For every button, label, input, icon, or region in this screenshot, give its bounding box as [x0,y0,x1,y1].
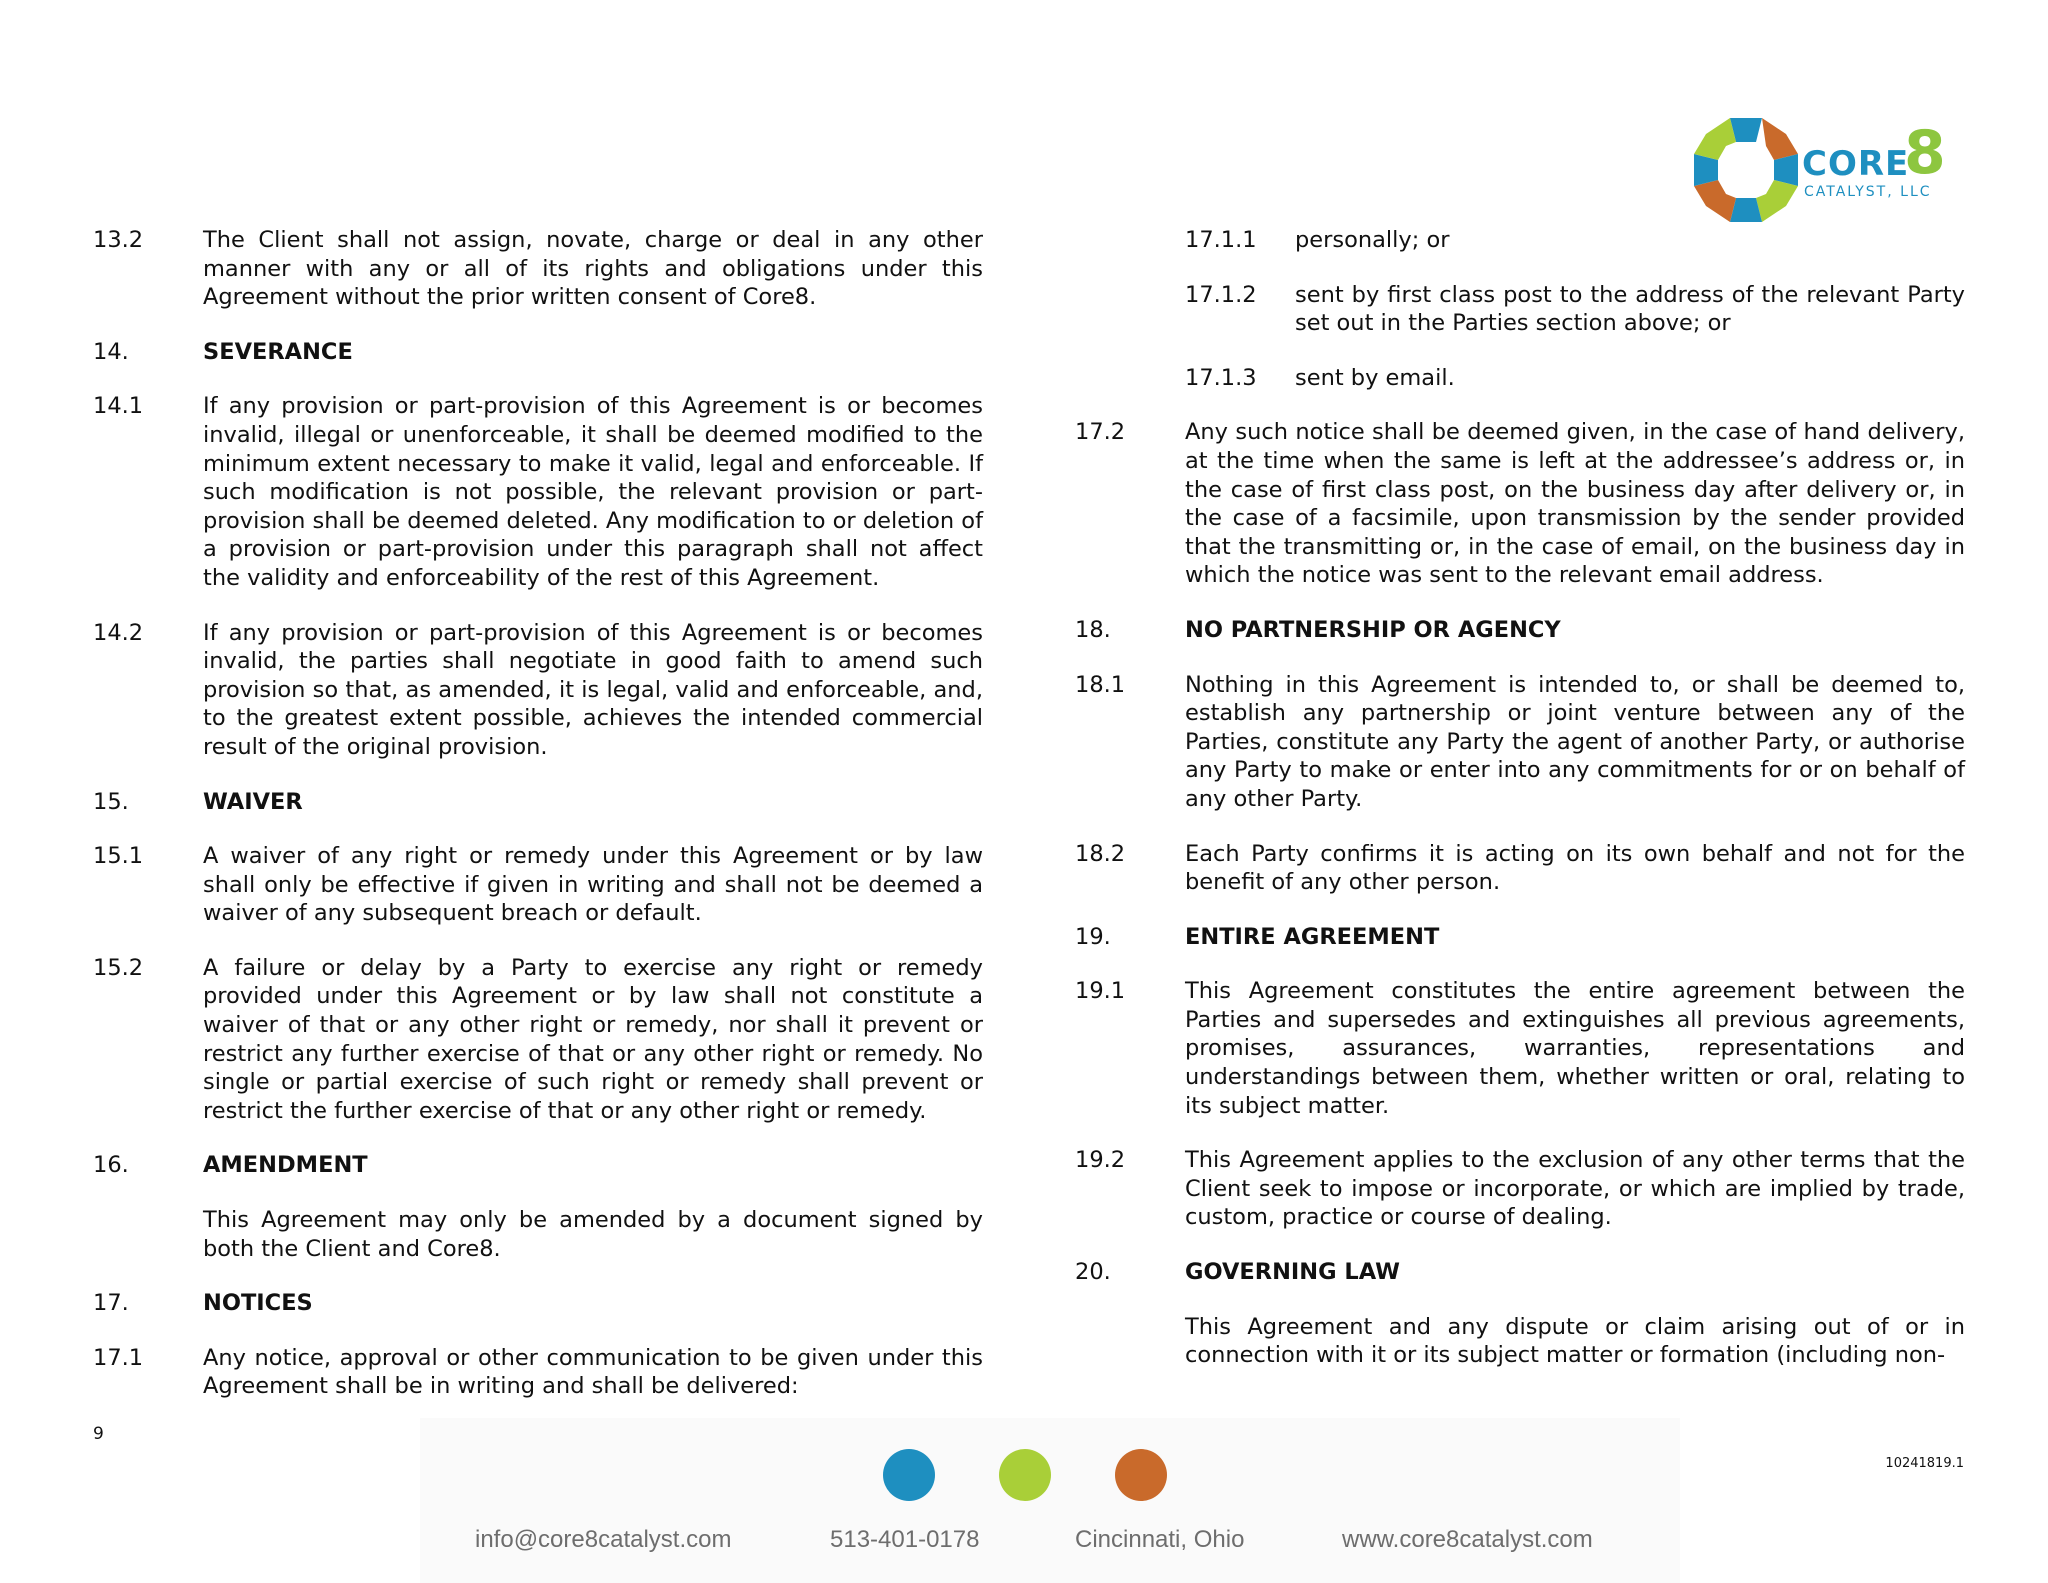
clause-number: 15.2 [93,954,144,981]
left-column [93,226,983,1427]
clause-17-1-2 [1075,281,1965,338]
clause-14-1 [93,392,983,592]
clause-number: 18. [1075,616,1111,643]
clause-number: 17.2 [1075,419,1126,446]
section-heading-notices [93,1289,983,1318]
section-heading-waiver [93,788,983,817]
clause-text: This Agreement and any dispute or claim arising out of or in connection with it or its subject matter or formation (including non- [1185,1313,1965,1369]
clause-text: A failure or delay by a Party to exercise any right or remedy provided under this Agreement or by law shall not constitute a waiver of that or any other right or remedy, nor shall it prevent or restrict any further exercise of that or any other right or remedy. No single or partial exercise of such right or remedy shall prevent or restrict the further exercise of that or any other right or remedy. [203,954,983,1124]
footer-banner [420,1418,1680,1583]
clause-17-1-1 [1075,226,1965,255]
clause-18-1 [1075,671,1965,814]
clause-15-1 [93,842,983,928]
heading-text: SEVERANCE [203,338,353,365]
clause-19-2 [1075,1146,1965,1232]
clause-number: 15. [93,788,129,815]
clause-text: sent by first class post to the address of the relevant Party set out in the Parties section above; or [1295,281,1965,337]
clause-15-2 [93,954,983,1126]
heading-text: AMENDMENT [203,1152,368,1179]
clause-text: This Agreement constitutes the entire agreement between the Parties and supersedes and extinguishes all previous agreements, promises, assurances, warranties, representations and understandings between them, whether written or oral, relating to its subject matter. [1185,978,1965,1119]
clause-text: This Agreement applies to the exclusion of any other terms that the Client seek to impose or incorporate, or which are implied by trade, custom, practice or course of dealing. [1185,1147,1965,1231]
clause-number: 17. [93,1290,129,1317]
clause-text: A waiver of any right or remedy under this Agreement or by law shall only be effective if given in writing and shall not be deemed a waiver of any subsequent breach or default. [203,843,983,927]
clause-16-body [93,1206,983,1263]
clause-number: 17.1.2 [1185,281,1257,308]
clause-number: 17.1 [93,1344,144,1371]
section-heading-no-partnership [1075,616,1965,645]
clause-text: Nothing in this Agreement is intended to, or shall be deemed to, establish any partnership or joint venture between any of the Parties, constitute any Party the agent of another Party, or authorise any Party to make or enter into any commitments for or on behalf of any other Party. [1185,671,1965,812]
clause-14-2 [93,619,983,762]
clause-number: 19.2 [1075,1147,1126,1174]
clause-18-2 [1075,840,1965,897]
clause-text: Each Party confirms it is acting on its own behalf and not for the benefit of any other person. [1185,840,1965,896]
clause-number: 18.2 [1075,840,1126,867]
logo-wordmark: CORE 8 [1802,118,1947,188]
company-logo [1690,114,1950,226]
heading-text: GOVERNING LAW [1185,1259,1400,1286]
page-number: 9 [93,1424,104,1444]
clause-text: If any provision or part-provision of this Agreement is or becomes invalid, illegal or unenforceable, it shall be deemed modified to the minimum extent necessary to make it valid, legal and enforceable. If such modification is not possible, the relevant provision or part-provision shall be deemed deleted. Any modification to or deletion of a provision or part-provision under this paragraph shall not affect the validity and enforceability of the rest of this Agreement. [203,393,983,591]
footer-website: www.core8catalyst.com [1342,1526,1593,1553]
document-id: 10241819.1 [1885,1456,1964,1471]
clause-20-body [1075,1313,1965,1370]
clause-text: If any provision or part-provision of this Agreement is or becomes invalid, the parties shall negotiate in good faith to amend such provision so that, as amended, it is legal, valid and enforceable, and, to the greatest extent possible, achieves the intended commercial result of the original provision. [203,619,983,760]
footer-email: info@core8catalyst.com [475,1526,732,1553]
clause-number: 14.2 [93,619,144,646]
clause-17-1-3 [1075,364,1965,393]
clause-text: The Client shall not assign, novate, charge or deal in any other manner with any or all of its rights and obligations under this Agreement without the prior written consent of Core8. [203,227,983,311]
logo-subtitle: CATALYST, LLC [1804,184,1932,200]
section-heading-amendment [93,1151,983,1180]
heading-text: ENTIRE AGREEMENT [1185,923,1440,950]
heading-text: NOTICES [203,1290,313,1317]
heading-text: NO PARTNERSHIP OR AGENCY [1185,616,1561,643]
heading-text: WAIVER [203,788,303,815]
clause-17-1 [93,1344,983,1401]
clause-number: 19.1 [1075,978,1126,1005]
clause-number: 18.1 [1075,671,1126,698]
clause-number: 15.1 [93,843,144,870]
clause-text: Any such notice shall be deemed given, in the case of hand delivery, at the time when the same is left at the addressee’s address or, in the case of first class post, on the business day after delivery or, in the case of a facsimile, upon transmission by the sender provided that the transmitting or, in the case of email, on the business day in which the notice was sent to the relevant email address. [1185,419,1965,589]
clause-number: 17.1.1 [1185,227,1257,253]
clause-number: 19. [1075,923,1111,950]
orange-dot-icon [1115,1449,1167,1501]
clause-number: 13.2 [93,227,144,253]
clause-text: This Agreement may only be amended by a document signed by both the Client and Core8. [203,1207,983,1262]
footer-phone: 513-401-0178 [830,1526,980,1553]
section-heading-severance [93,338,983,367]
clause-19-1 [1075,977,1965,1120]
clause-text: sent by email. [1295,364,1455,391]
clause-number: 17.1.3 [1185,364,1257,391]
green-dot-icon [999,1449,1051,1501]
footer-location: Cincinnati, Ohio [1075,1526,1245,1553]
clause-text: personally; or [1295,227,1450,253]
blue-dot-icon [883,1449,935,1501]
clause-17-2 [1075,418,1965,590]
clause-number: 16. [93,1152,129,1179]
section-heading-governing-law [1075,1258,1965,1287]
right-column [1075,226,1965,1396]
clause-number: 20. [1075,1259,1111,1286]
clause-13-2 [93,226,983,312]
section-heading-entire-agreement [1075,923,1965,952]
clause-number: 14.1 [93,393,144,420]
clause-text: Any notice, approval or other communication to be given under this Agreement shall be in writing and shall be delivered: [203,1344,983,1400]
octagon-logo-icon [1690,114,1802,226]
clause-number: 14. [93,338,129,365]
